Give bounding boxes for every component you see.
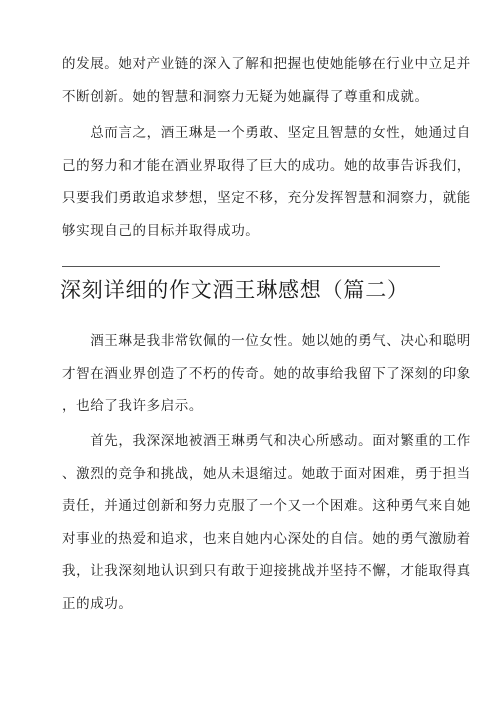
paragraph-two bbox=[62, 425, 471, 620]
summary-paragraph bbox=[62, 117, 471, 247]
text-line: 酒王琳是我非常钦佩的一位女性。她以她的勇气、决心和聪明 bbox=[62, 333, 471, 349]
text-line: 的发展。她对产业链的深入了解和把握也使她能够在行业中立足并 bbox=[62, 56, 471, 72]
text-line: 、激烈的竞争和挑战，她从未退缩过。她敢于面对困难，勇于担当 bbox=[62, 465, 471, 482]
text-line: 不断创新。她的智慧和洞察力无疑为她赢得了尊重和成就。 bbox=[62, 88, 429, 105]
text-line: 才智在酒业界创造了不朽的传奇。她的故事给我留下了深刻的印象 bbox=[62, 365, 471, 382]
text-line: 对事业的热爱和追求，也来自她内心深处的自信。她的勇气激励着 bbox=[62, 530, 471, 547]
text-line: 我，让我深刻地认识到只有敢于迎接挑战并坚持不懈，才能取得真 bbox=[62, 563, 471, 579]
text-line: 首先，我深深地被酒王琳勇气和决心所感动。面对繁重的工作 bbox=[62, 433, 471, 449]
text-line: 己的努力和才能在酒业界取得了巨大的成功。她的故事告诉我们， bbox=[62, 157, 471, 174]
text-line: 够实现自己的目标并取得成功。 bbox=[62, 222, 260, 239]
paragraph-one bbox=[62, 325, 471, 423]
section-divider bbox=[62, 266, 440, 267]
section-heading: 深刻详细的作文酒王琳感想（篇二） bbox=[60, 278, 409, 302]
text-line: 只要我们勇敢追求梦想，坚定不移，充分发挥智慧和洞察力，就能 bbox=[62, 190, 471, 206]
text-line: 责任，并通过创新和努力克服了一个又一个困难。这种勇气来自她 bbox=[62, 498, 471, 514]
text-line: 正的成功。 bbox=[62, 595, 133, 612]
text-line: ，也给了我许多启示。 bbox=[62, 398, 203, 414]
text-line: 总而言之，酒王琳是一个勇敢、坚定且智慧的女性，她通过自 bbox=[62, 125, 471, 141]
intro-paragraph bbox=[62, 48, 471, 113]
